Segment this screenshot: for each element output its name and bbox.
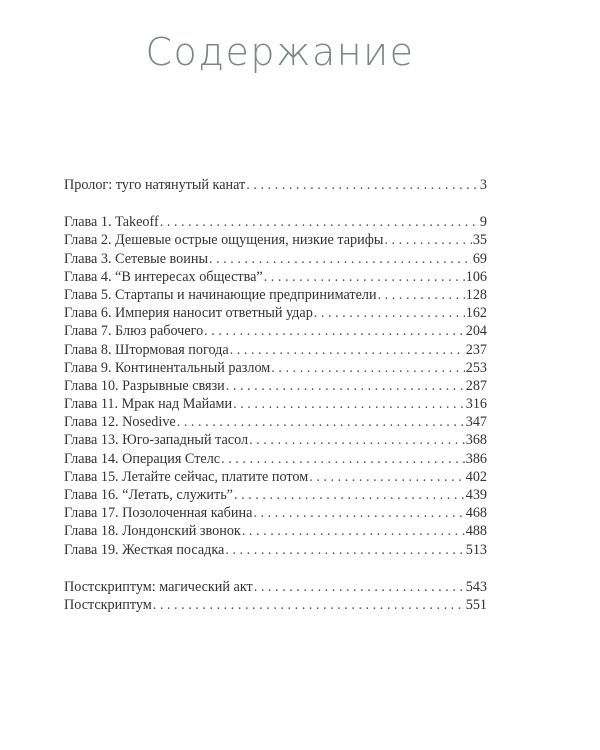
toc-entry-title: Глава 11. Мрак над Майами: [64, 396, 233, 413]
toc-entry-page: 488: [465, 523, 487, 540]
toc-dot-leader: [309, 468, 465, 486]
toc-entry-page: 237: [465, 341, 487, 358]
toc-entry-page: 287: [465, 377, 487, 394]
toc-entry: [64, 176, 487, 194]
toc-entry-page: 368: [465, 432, 487, 449]
toc-entry: [64, 250, 487, 268]
toc-entry-page: 347: [465, 414, 487, 431]
page-title: Содержание: [145, 30, 415, 74]
toc-dot-leader: [242, 522, 465, 540]
toc-dot-leader: [246, 176, 479, 194]
toc-entry-title: Глава 9. Континентальный разлом: [64, 359, 271, 376]
toc-entry-page: 513: [465, 541, 487, 558]
toc-dot-leader: [253, 504, 464, 522]
toc-entry-title: Глава 15. Летайте сейчас, платите потом: [64, 468, 309, 485]
toc-entry: [64, 304, 487, 322]
toc-entry: [64, 268, 487, 286]
toc-entry-title: Постскриптум: [64, 596, 152, 613]
table-of-contents: [64, 176, 487, 614]
toc-entry-title: Глава 4. “В интересах общества”: [64, 268, 263, 285]
toc-entry-page: 439: [465, 487, 487, 503]
toc-dot-leader: [254, 578, 465, 596]
toc-dot-leader: [230, 341, 465, 359]
toc-entry-title: Глава 18. Лондонский звонок: [64, 523, 241, 540]
toc-entry: [64, 231, 487, 249]
toc-entry: [64, 596, 487, 614]
toc-entry-title: Глава 7. Блюз рабочего: [64, 323, 204, 340]
toc-entry-title: Глава 16. “Летать, служить”: [64, 487, 233, 503]
toc-entry-title: Глава 6. Империя наносит ответный удар: [64, 305, 313, 322]
toc-entry: [64, 413, 487, 431]
toc-entry: [64, 578, 487, 596]
toc-entry: [64, 377, 487, 395]
toc-entry-page: 9: [479, 214, 487, 231]
toc-entry-title: Глава 13. Юго-западный тасол: [64, 432, 249, 449]
toc-entry: [64, 468, 487, 486]
toc-prologue-group: [64, 176, 487, 194]
toc-chapters-group: [64, 213, 487, 559]
toc-entry-title: Глава 12. Nosedive: [64, 414, 176, 431]
toc-entry-title: Глава 14. Операция Стелс: [64, 450, 221, 467]
toc-entry-page: 253: [465, 359, 487, 376]
toc-entry-title: Глава 10. Разрывные связи: [64, 377, 225, 394]
toc-entry-page: 204: [465, 323, 487, 340]
toc-entry: [64, 341, 487, 359]
toc-entry-page: 106: [465, 268, 487, 285]
toc-entry-page: 128: [465, 286, 487, 303]
toc-entry: [64, 431, 487, 449]
toc-entry: [64, 395, 487, 413]
toc-dot-leader: [153, 596, 465, 614]
toc-dot-leader: [271, 359, 464, 377]
toc-entry-title: Глава 5. Стартапы и начинающие предприниматели: [64, 286, 377, 303]
toc-dot-leader: [249, 431, 465, 449]
toc-entry: [64, 504, 487, 522]
toc-entry-page: 386: [465, 450, 487, 467]
toc-entry-title: Глава 17. Позолоченная кабина: [64, 505, 253, 522]
toc-entry-title: Глава 1. Takeoff: [64, 214, 159, 231]
toc-dot-leader: [233, 395, 465, 413]
toc-entry-title: Глава 19. Жесткая посадка: [64, 541, 225, 558]
toc-entry: [64, 486, 487, 504]
toc-entry-page: 402: [465, 468, 487, 485]
toc-entry: [64, 322, 487, 340]
toc-entry-title: Глава 8. Штормовая погода: [64, 341, 229, 358]
toc-dot-leader: [221, 450, 465, 468]
toc-entry-page: 35: [472, 232, 487, 249]
toc-entry-page: 3: [479, 177, 487, 193]
toc-dot-leader: [209, 250, 472, 268]
toc-entry: [64, 359, 487, 377]
toc-dot-leader: [160, 213, 479, 231]
toc-entry-page: 543: [465, 578, 487, 595]
toc-entry-title: Пролог: туго натянутый канат: [64, 177, 246, 193]
toc-dot-leader: [264, 268, 465, 286]
toc-entry-page: 69: [472, 250, 487, 267]
toc-dot-leader: [234, 486, 465, 504]
toc-entry: [64, 541, 487, 559]
toc-dot-leader: [314, 304, 465, 322]
toc-dot-leader: [225, 541, 464, 559]
toc-entry: [64, 213, 487, 231]
toc-dot-leader: [177, 413, 465, 431]
toc-dot-leader: [226, 377, 465, 395]
toc-entry-title: Глава 3. Сетевые воины: [64, 250, 208, 267]
toc-entry-page: 551: [465, 596, 487, 613]
toc-dot-leader: [378, 286, 465, 304]
toc-dot-leader: [204, 322, 465, 340]
toc-entry-page: 468: [465, 505, 487, 522]
toc-entry-page: 316: [465, 396, 487, 413]
toc-entry: [64, 286, 487, 304]
toc-postscripts-group: [64, 578, 487, 614]
toc-entry: [64, 522, 487, 540]
toc-entry-page: 162: [465, 305, 487, 322]
toc-entry-title: Постскриптум: магический акт: [64, 578, 253, 595]
toc-entry-title: Глава 2. Дешевые острые ощущения, низкие тарифы: [64, 232, 384, 249]
toc-entry: [64, 450, 487, 468]
toc-dot-leader: [384, 231, 471, 249]
